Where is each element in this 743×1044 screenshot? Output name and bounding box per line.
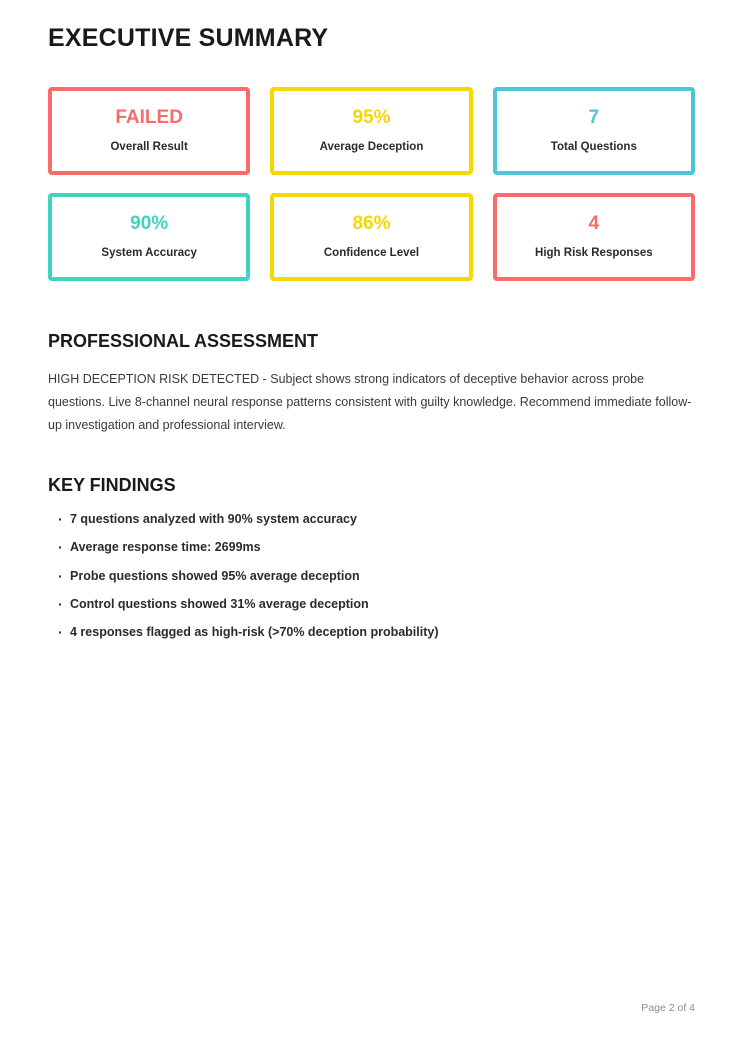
list-item: · 4 responses flagged as high-risk (>70% deception probability) xyxy=(48,624,695,640)
stat-value: 95% xyxy=(352,107,391,129)
stat-value: 90% xyxy=(130,213,169,235)
stat-card-average-deception xyxy=(270,87,472,175)
findings-heading: KEY FINDINGS xyxy=(48,475,176,496)
list-item: · Average response time: 2699ms xyxy=(48,539,695,555)
key-findings-section xyxy=(48,475,695,640)
stat-label: Total Questions xyxy=(550,140,637,153)
stat-card-confidence-level xyxy=(270,193,472,281)
stat-value: 4 xyxy=(588,213,600,235)
stat-value: 7 xyxy=(588,107,600,129)
stat-card-overall-result xyxy=(48,87,250,175)
list-item: · Control questions showed 31% average deception xyxy=(48,596,695,612)
page-title: EXECUTIVE SUMMARY xyxy=(48,24,329,52)
assessment-heading: PROFESSIONAL ASSESSMENT xyxy=(48,330,319,351)
stat-label: System Accuracy xyxy=(101,246,197,259)
stat-value: 86% xyxy=(352,213,391,235)
findings-list xyxy=(48,511,695,640)
stat-label: Average Deception xyxy=(319,140,424,153)
assessment-body: HIGH DECEPTION RISK DETECTED - Subject shows strong indicators of deceptive behavior across probe questions. Live 8-channel neural response patterns consistent with guilty knowledge. Recommend immediate follow-up investigation and professional interview. xyxy=(48,372,692,433)
summary-stats-grid xyxy=(48,87,695,281)
stat-label: High Risk Responses xyxy=(535,246,653,259)
list-item: · Probe questions showed 95% average deception xyxy=(48,568,695,584)
stat-card-total-questions xyxy=(493,87,695,175)
stat-label: Overall Result xyxy=(110,140,188,153)
page-footer: Page 2 of 4 xyxy=(641,1002,695,1014)
stat-label: Confidence Level xyxy=(323,246,420,259)
list-item: · 7 questions analyzed with 90% system accuracy xyxy=(48,511,695,527)
professional-assessment-section xyxy=(48,331,695,438)
stat-card-high-risk-responses xyxy=(493,193,695,281)
stat-card-system-accuracy xyxy=(48,193,250,281)
stat-value: FAILED xyxy=(115,107,183,129)
